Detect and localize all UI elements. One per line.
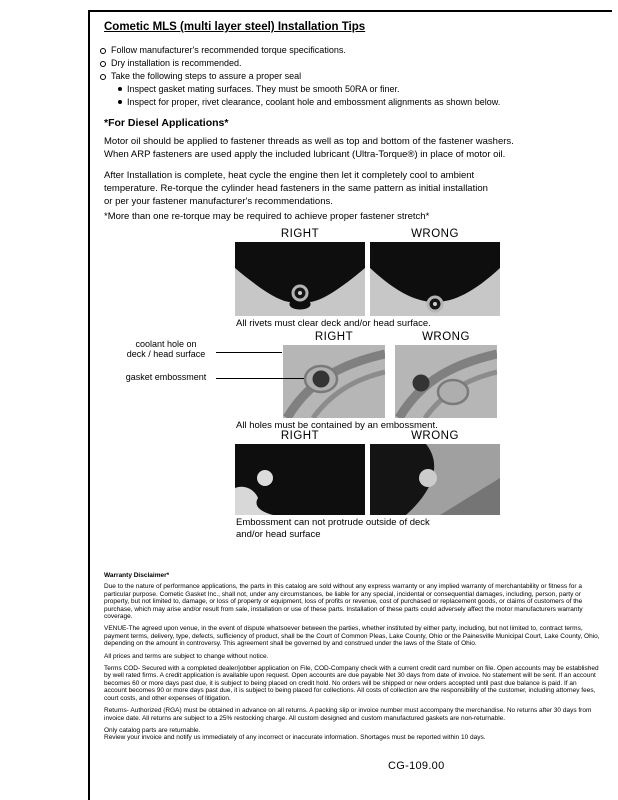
diagram-caption-holes: All holes must be contained by an embossment. bbox=[236, 420, 438, 431]
circle-bullet-icon bbox=[100, 61, 106, 67]
dot-bullet-icon bbox=[118, 87, 122, 91]
diagram-label-right-row2: RIGHT bbox=[314, 331, 354, 343]
tip-item bbox=[100, 58, 242, 69]
rivet-clearance-right-graphic bbox=[235, 242, 365, 316]
coolant-hole-wrong-graphic bbox=[395, 345, 497, 418]
warranty-disclaimer bbox=[104, 572, 601, 747]
coolant-hole-right-graphic bbox=[283, 345, 385, 418]
retorque-note: *More than one re-torque may be required to achieve proper fastener stretch* bbox=[104, 211, 430, 222]
diagram-rivet-right bbox=[235, 242, 365, 316]
rivet-center bbox=[298, 291, 302, 295]
annotation-line: gasket embossment bbox=[125, 372, 207, 382]
tip-text: Dry installation is recommended. bbox=[111, 58, 242, 68]
diesel-paragraph-1 bbox=[104, 135, 514, 161]
tip-item bbox=[100, 45, 346, 56]
annotation-line: coolant hole on bbox=[135, 339, 197, 349]
sub-tip-item bbox=[118, 84, 399, 95]
embossment-right-graphic bbox=[235, 444, 365, 515]
caption-line: Embossment can not protrude outside of deck bbox=[236, 517, 430, 528]
annotation-coolant-hole bbox=[118, 339, 214, 359]
diagram-caption-embossment bbox=[236, 517, 496, 541]
leader-line-coolant bbox=[216, 352, 282, 353]
circle-bullet-icon bbox=[100, 48, 106, 54]
annotation-gasket-embossment bbox=[118, 372, 214, 382]
disclaimer-paragraph: Terms COD- Secured with a completed dealer/jobber application on File, COD-Company check with a current credit card number on file. Open accounts may be established by well rated firms. A credit application is available upon request. Open accounts are due payable Net 30 days from date of invoice. No statement will be sent. If an account becomes 60 or more days past due, it is subject to being placed on credit hold. No orders will be shipped or new orders accepted until past due balance is paid. If an account becomes 90 or more days past due, it is subject to being placed for collections. All costs of collection are the responsibility of the customer, including attorney fees, court costs, and other expenses of litigation. bbox=[104, 665, 599, 702]
page-title: Cometic MLS (multi layer steel) Installation Tips bbox=[104, 21, 366, 33]
diagram-hole-right bbox=[283, 345, 385, 418]
tip-text: Follow manufacturer's recommended torque specifications. bbox=[111, 45, 346, 55]
tip-text: Take the following steps to assure a proper seal bbox=[111, 71, 302, 81]
paragraph-line: Motor oil should be applied to fastener threads as well as top and bottom of the fastener washers. bbox=[104, 136, 514, 147]
sub-tip-text: Inspect gasket mating surfaces. They must be smooth 50RA or finer. bbox=[127, 84, 400, 94]
paragraph-line: After Installation is complete, heat cycle the engine then let it completely cool to ambient bbox=[104, 170, 475, 181]
disclaimer-paragraph: Returns- Authorized (RGA) must be obtained in advance on all returns. A packing slip or invoice number must accompany the merchandise. No returns after 30 days from invoice date. All returns are subject to a 25% restocking charge. All custom designed and custom manufactured gaskets are non-returnable. bbox=[104, 707, 592, 722]
diagram-label-wrong-row1: WRONG bbox=[411, 228, 459, 240]
paragraph-line: temperature. Re-torque the cylinder head fasteners in the same pattern as initial installation bbox=[104, 183, 488, 194]
disclaimer-paragraph: Only catalog parts are returnable. bbox=[104, 726, 201, 734]
embossment-circle bbox=[257, 470, 273, 486]
disclaimer-paragraph: All prices and terms are subject to change without notice. bbox=[104, 652, 269, 660]
page-number: CG-109.00 bbox=[388, 760, 445, 772]
paragraph-line: or per your fastener manufacturer's recommendations. bbox=[104, 196, 333, 207]
diesel-paragraph-2 bbox=[104, 169, 488, 208]
diagram-embossment-right bbox=[235, 444, 365, 515]
disclaimer-paragraph: VENUE-The agreed upon venue, in the event of dispute whatsoever between the parties, whether instituted by either party, including, but not limited to, contract terms, payment terms, delivery, type, defects, sufficiency of product, shall be the Court of Common Pleas, Lake County, Ohio or the Painesville Municipal Court, Lake County, Ohio, depending on the amount in controversy. This agreement shall be governed by and construed under the laws of the State of Ohio. bbox=[104, 625, 600, 648]
page-border-top bbox=[88, 10, 612, 12]
diagram-label-wrong-row3: WRONG bbox=[411, 430, 459, 442]
leader-line-embossment bbox=[216, 378, 304, 379]
paragraph-line: When ARP fasteners are used apply the included lubricant (Ultra-Torque®) in place of motor oil. bbox=[104, 149, 506, 160]
disclaimer-paragraph: Due to the nature of performance applications, the parts in this catalog are sold without any express warranty or any implied warranty of merchantability or fitness for a particular purpose. Cometic Gasket Inc., shall not, under any circumstances, be liable for any special, incidental or consequential damages, including, person, party or property, but not limited to, damage, or loss of property or equipment, loss of profits or revenue, cost of purchased or replacement goods, or claims of customers of the purchase, which may arise and/or result from sale, installation or use of these parts. Installation of these parts could adversely affect the motor manufacturers warranty coverage. bbox=[104, 583, 583, 621]
sub-tip-text: Inspect for proper, rivet clearance, coolant hole and embossment alignments as shown below. bbox=[127, 97, 501, 107]
diagram-hole-wrong bbox=[395, 345, 497, 418]
diagram-label-right-row1: RIGHT bbox=[280, 228, 320, 240]
circle-bullet-icon bbox=[100, 74, 106, 80]
diagram-label-wrong-row2: WRONG bbox=[422, 331, 470, 343]
coolant-hole bbox=[313, 371, 330, 388]
disclaimer-paragraph: Review your invoice and notify us immediately of any incorrect or inaccurate information. Shortages must be reported within 10 days. bbox=[104, 734, 486, 742]
tip-item bbox=[100, 71, 301, 82]
diagram-caption-rivets: All rivets must clear deck and/or head surface. bbox=[236, 318, 431, 329]
annotation-line: deck / head surface bbox=[126, 349, 206, 359]
embossment-wrong-graphic bbox=[370, 444, 500, 515]
disclaimer-heading: Warranty Disclaimer* bbox=[104, 572, 170, 579]
rivet-clearance-wrong-graphic bbox=[370, 242, 500, 316]
rivet-center bbox=[433, 302, 437, 306]
diesel-heading: *For Diesel Applications* bbox=[104, 117, 229, 129]
embossment-ring bbox=[438, 380, 468, 404]
coolant-hole bbox=[413, 375, 430, 392]
page-border-left bbox=[88, 10, 90, 800]
caption-line: and/or head surface bbox=[236, 529, 321, 540]
diagram-embossment-wrong bbox=[370, 444, 500, 515]
embossment-circle bbox=[419, 469, 437, 487]
sub-tip-item bbox=[118, 97, 500, 108]
diagram-label-right-row3: RIGHT bbox=[280, 430, 320, 442]
diagram-rivet-wrong bbox=[370, 242, 500, 316]
dot-bullet-icon bbox=[118, 100, 122, 104]
